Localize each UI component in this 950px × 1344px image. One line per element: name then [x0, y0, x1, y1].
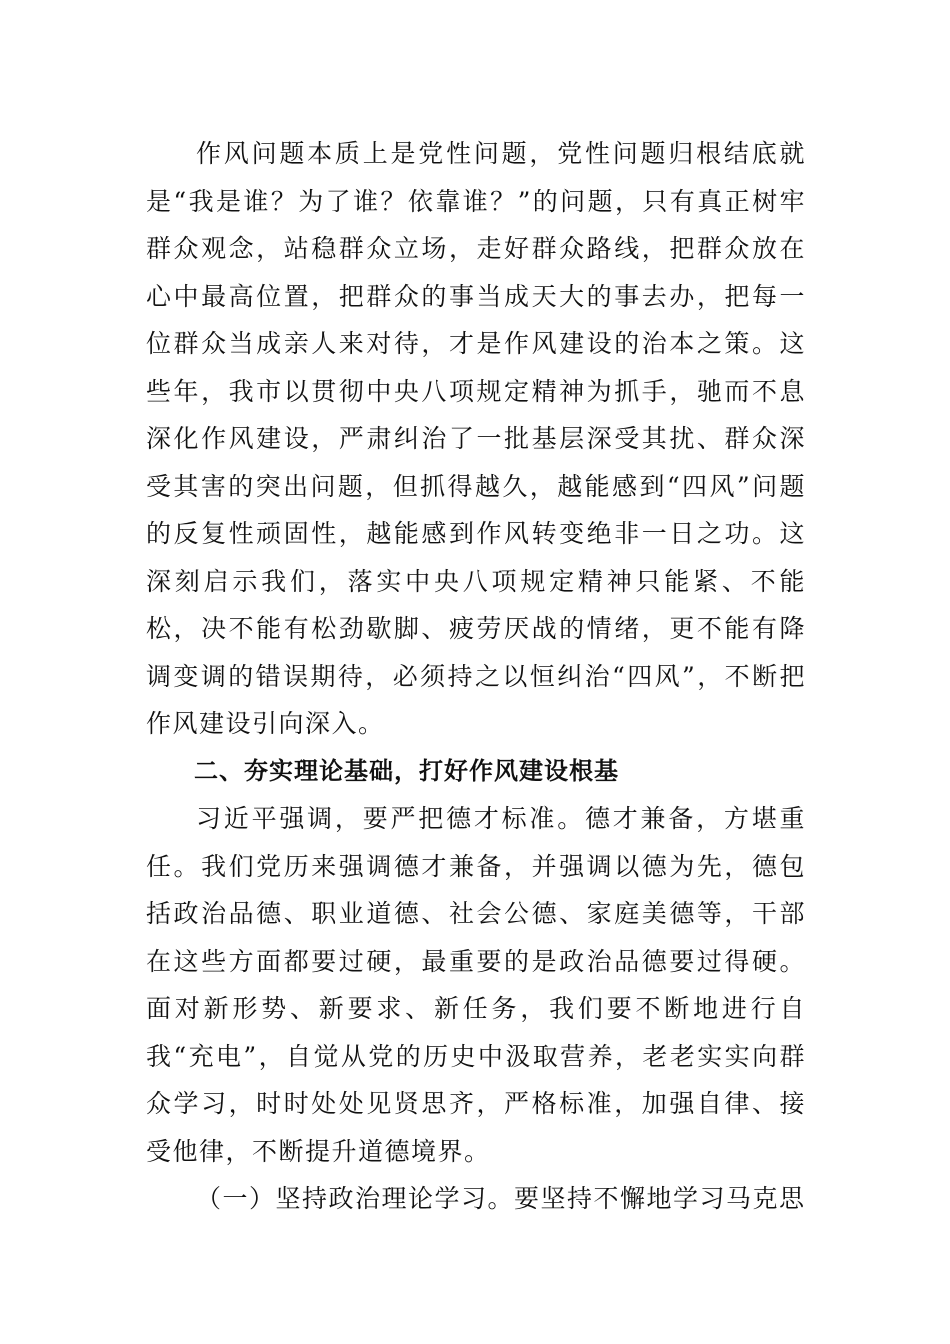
body-paragraph: 习近平强调，要严把德才标准。德才兼备，方堪重任。我们党历来强调德才兼备，并强调以德为先，德包括政治品德、职业道德、社会公德、家庭美德等，干部在这些方面都要过硬，最重要的是政治品德要过得硬。面对新形势、新要求、新任务，我们要不断地进行自我“充电”，自觉从党的历史中汲取营养，老老实实向群众学习，时时处处见贤思齐，严格标准，加强自律、接受他律，不断提升道德境界。: [146, 804, 806, 1166]
section-heading: 二、夯实理论基础，打好作风建设根基: [194, 756, 619, 785]
body-paragraph: 作风问题本质上是党性问题，党性问题归根结底就是“我是谁？为了谁？依靠谁？”的问题，只有真正树牢群众观念，站稳群众立场，走好群众路线，把群众放在心中最高位置，把群众的事当成天大的事去办，把每一位群众当成亲人来对待，才是作风建设的治本之策。这些年，我市以贯彻中央八项规定精神为抓手，驰而不息深化作风建设，严肃纠治了一批基层深受其扰、群众深受其害的突出问题，但抓得越久，越能感到“四风”问题的反复性顽固性，越能感到作风转变绝非一日之功。这深刻启示我们，落实中央八项规定精神只能紧、不能松，决不能有松劲歇脚、疲劳厌战的情绪，更不能有降调变调的错误期待，必须持之以恒纠治“四风”，不断把作风建设引向深入。: [146, 139, 806, 738]
document-body: [146, 130, 806, 1223]
body-paragraph: （一）坚持政治理论学习。要坚持不懈地学习马克思: [196, 1184, 806, 1213]
